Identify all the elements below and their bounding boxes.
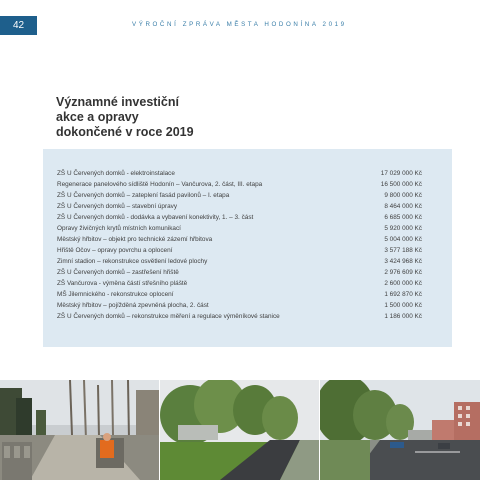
investment-row <box>57 289 422 300</box>
road-trees-photo <box>160 380 319 480</box>
investment-name: ZŠ U Červených domků - elektroinstalace <box>57 170 175 177</box>
investment-amount: 16 500 000 Kč <box>380 181 422 188</box>
investment-amount: 5 920 000 Kč <box>384 225 422 232</box>
section-title-line: Významné investiční <box>56 95 179 109</box>
investment-name: ZŠ U Červených domků - dodávka a vybavení konektivity, 1. – 3. část <box>57 214 254 221</box>
street-buildings-photo <box>320 380 480 480</box>
section-title-line: dokončené v roce 2019 <box>56 125 194 139</box>
investment-row <box>57 201 422 212</box>
investment-amount: 17 029 000 Kč <box>380 170 422 177</box>
investment-row <box>57 256 422 267</box>
photo-strip <box>0 380 480 480</box>
investment-row <box>57 179 422 190</box>
page-number-badge <box>0 16 37 35</box>
investment-row <box>57 278 422 289</box>
investment-amount: 3 577 188 Kč <box>384 247 422 254</box>
investment-name: Opravy živičných krytů místních komunikací <box>57 225 181 232</box>
investment-name: Městský hřbitov – pojížděná zpevněná plocha, 2. část <box>57 302 209 309</box>
page-number: 42 <box>12 20 25 31</box>
report-header-title: VÝROČNÍ ZPRÁVA MĚSTA HODONÍNA 2019 <box>132 21 347 28</box>
investment-row <box>57 267 422 278</box>
investment-amount: 1 500 000 Kč <box>384 302 422 309</box>
investments-table <box>43 149 452 347</box>
investment-name: Městský hřbitov – objekt pro technické zázemí hřbitova <box>57 236 213 243</box>
investment-name: Zimní stadion – rekonstrukce osvětlení ledové plochy <box>57 258 208 265</box>
investment-name: ZŠ U Červených domků – stavební úpravy <box>57 203 178 210</box>
investment-amount: 1 692 870 Kč <box>384 291 422 298</box>
investment-row <box>57 212 422 223</box>
investment-amount: 2 976 609 Kč <box>384 269 422 276</box>
investment-amount: 3 424 968 Kč <box>384 258 422 265</box>
investment-amount: 2 600 000 Kč <box>384 280 422 287</box>
investment-row <box>57 311 422 322</box>
investment-amount: 1 186 000 Kč <box>384 313 422 320</box>
investment-name: ZŠ Vančurova - výměna částí střešního pláště <box>57 280 188 287</box>
investment-row <box>57 168 422 179</box>
investment-name: ZŠ U Červených domků – zastřešení hřiště <box>57 269 179 276</box>
cemetery-path-photo <box>0 380 159 480</box>
investment-row <box>57 234 422 245</box>
investment-row <box>57 300 422 311</box>
investment-amount: 9 800 000 Kč <box>384 192 422 199</box>
section-title-line: akce a opravy <box>56 110 139 124</box>
investment-amount: 8 464 000 Kč <box>384 203 422 210</box>
investment-row <box>57 245 422 256</box>
investment-name: ZŠ U Červených domků – rekonstrukce měření a regulace výměníkové stanice <box>57 313 280 320</box>
investment-name: ZŠ U Červených domků – zateplení fasád pavilonů – I. etapa <box>57 192 230 199</box>
investment-name: MŠ Jilemnického - rekonstrukce oplocení <box>57 291 174 298</box>
investment-amount: 5 004 000 Kč <box>384 236 422 243</box>
investment-name: Regenerace panelového sídliště Hodonín – Vančurova, 2. část, III. etapa <box>57 181 263 188</box>
investment-name: Hřiště Očov – opravy povrchu a oplocení <box>57 247 173 254</box>
investment-amount: 6 685 000 Kč <box>384 214 422 221</box>
investment-row <box>57 223 422 234</box>
section-title <box>56 95 256 140</box>
investment-row <box>57 190 422 201</box>
